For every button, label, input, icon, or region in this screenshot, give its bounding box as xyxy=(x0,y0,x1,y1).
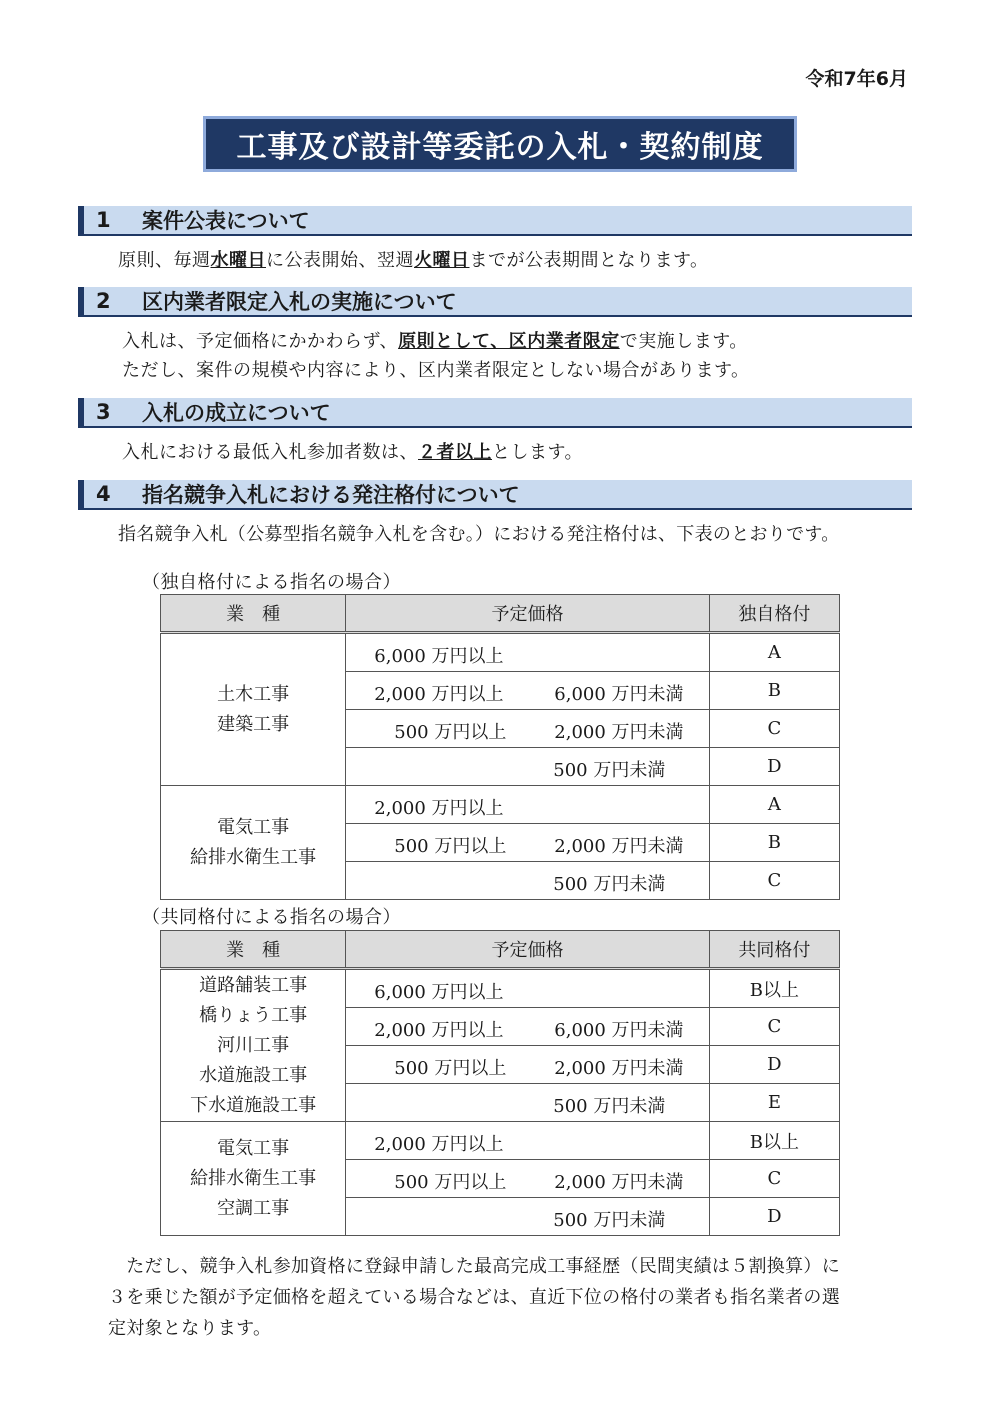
price-cell xyxy=(346,969,710,1008)
text-span: 入札における最低入札参加者数は、 xyxy=(122,442,418,463)
header-category: 業 種 xyxy=(161,931,346,969)
grade-cell: B xyxy=(709,672,839,710)
grade-cell: B以上 xyxy=(709,1122,839,1160)
section-title: 指名競争入札における発注格付について xyxy=(142,483,520,507)
price-cell xyxy=(346,1008,710,1046)
category-name: 下水道施設工事 xyxy=(190,1094,317,1116)
table-1-caption: （独自格付による指名の場合） xyxy=(142,572,401,593)
grade-cell: E xyxy=(709,1084,839,1122)
price-cell xyxy=(346,1160,710,1198)
section-number: 1 xyxy=(96,208,111,232)
header-price: 予定価格 xyxy=(346,595,710,633)
section-4-heading xyxy=(78,480,912,510)
price-cell xyxy=(346,1084,710,1122)
price-to: 2,000 万円未満 xyxy=(554,836,684,857)
section-title: 入札の成立について xyxy=(142,401,331,425)
price-from: 500 万円以上 xyxy=(394,1058,507,1079)
category-name: 橋りょう工事 xyxy=(199,1004,308,1026)
section-2-text-line1 xyxy=(122,327,748,353)
text-span: とします。 xyxy=(492,442,584,463)
price-from: 2,000 万円以上 xyxy=(374,1020,504,1041)
section-title: 区内業者限定入札の実施について xyxy=(142,290,457,314)
price-cell xyxy=(346,748,710,786)
price-to: 6,000 万円未満 xyxy=(554,684,684,705)
price-from: 6,000 万円以上 xyxy=(374,646,504,667)
price-from: 500 万円以上 xyxy=(394,836,507,857)
grading-table-independent xyxy=(160,594,840,900)
price-to: 500 万円未満 xyxy=(553,1210,666,1231)
header-grade: 独自格付 xyxy=(709,595,839,633)
price-from: 2,000 万円以上 xyxy=(374,798,504,819)
price-cell xyxy=(346,786,710,824)
grade-cell: A xyxy=(709,786,839,824)
header-price: 予定価格 xyxy=(346,931,710,969)
section-title: 案件公表について xyxy=(142,209,310,233)
price-cell xyxy=(346,672,710,710)
price-to: 500 万円未満 xyxy=(553,1096,666,1117)
price-from: 500 万円以上 xyxy=(394,1172,507,1193)
category-name: 建築工事 xyxy=(217,713,290,735)
grade-cell: C xyxy=(709,1008,839,1046)
category-cell xyxy=(161,969,346,1122)
grade-cell: B以上 xyxy=(709,969,839,1008)
header-category: 業 種 xyxy=(161,595,346,633)
price-cell xyxy=(346,1122,710,1160)
section-4-intro: 指名競争入札（公募型指名競争入札を含む。）における発注格付は、下表のとおりです。 xyxy=(118,524,840,545)
category-name: 河川工事 xyxy=(217,1034,290,1056)
category-cell xyxy=(161,1122,346,1236)
document-date: 令和7年6月 xyxy=(805,68,908,90)
section-1-text xyxy=(118,246,709,272)
header-grade: 共同格付 xyxy=(709,931,839,969)
section-3-heading xyxy=(78,398,912,428)
category-name: 電気工事 xyxy=(217,816,290,838)
category-name: 土木工事 xyxy=(217,683,290,705)
title-banner xyxy=(203,116,797,172)
section-2-text-line2: ただし、案件の規模や内容により、区内業者限定としない場合があります。 xyxy=(122,360,750,381)
footnote-line: ただし、競争入札参加資格に登録申請した最高完成工事経歴（民間実績は５割換算）に xyxy=(108,1256,840,1277)
grade-cell: C xyxy=(709,862,839,900)
category-name: 電気工事 xyxy=(217,1137,290,1159)
price-cell xyxy=(346,710,710,748)
price-to: 2,000 万円未満 xyxy=(554,722,684,743)
section-1-heading xyxy=(78,206,912,236)
emphasis-text: 火曜日 xyxy=(414,250,470,271)
footnote-line: ３を乗じた額が予定価格を超えている場合などは、直近下位の格付の業者も指名業者の選 xyxy=(108,1287,840,1308)
grade-cell: D xyxy=(709,1198,839,1236)
category-name: 道路舗装工事 xyxy=(199,974,308,996)
price-to: 500 万円未満 xyxy=(553,874,666,895)
grade-cell: C xyxy=(709,710,839,748)
category-name: 給排水衛生工事 xyxy=(190,1167,317,1189)
section-3-text xyxy=(122,438,583,464)
category-name: 給排水衛生工事 xyxy=(190,846,317,868)
category-cell xyxy=(161,633,346,786)
footnote-line: 定対象となります。 xyxy=(108,1318,272,1339)
section-number: 3 xyxy=(96,400,111,424)
price-from: 2,000 万円以上 xyxy=(374,1134,504,1155)
grade-cell: C xyxy=(709,1160,839,1198)
category-cell xyxy=(161,786,346,900)
document-title: 工事及び設計等委託の入札・契約制度 xyxy=(236,130,764,165)
category-name: 水道施設工事 xyxy=(199,1064,308,1086)
table-2-caption: （共同格付による指名の場合） xyxy=(142,907,401,928)
emphasis-text: 原則として、区内業者限定 xyxy=(398,331,620,352)
text-span: で実施します。 xyxy=(619,331,748,352)
grade-cell: D xyxy=(709,1046,839,1084)
text-span: に公表開始、翌週 xyxy=(266,250,414,271)
grading-table-joint xyxy=(160,930,840,1236)
section-number: 4 xyxy=(96,482,111,506)
category-name: 空調工事 xyxy=(217,1197,290,1219)
price-cell xyxy=(346,1198,710,1236)
price-cell xyxy=(346,1046,710,1084)
emphasis-text: ２者以上 xyxy=(418,442,492,463)
grade-cell: A xyxy=(709,633,839,672)
price-to: 2,000 万円未満 xyxy=(554,1172,684,1193)
section-2-heading xyxy=(78,287,912,317)
price-cell xyxy=(346,633,710,672)
price-from: 2,000 万円以上 xyxy=(374,684,504,705)
grade-cell: D xyxy=(709,748,839,786)
price-to: 6,000 万円未満 xyxy=(554,1020,684,1041)
emphasis-text: 水曜日 xyxy=(210,250,266,271)
price-to: 500 万円未満 xyxy=(553,760,666,781)
text-span: 原則、毎週 xyxy=(118,250,211,271)
price-from: 500 万円以上 xyxy=(394,722,507,743)
price-cell xyxy=(346,862,710,900)
price-from: 6,000 万円以上 xyxy=(374,982,504,1003)
price-to: 2,000 万円未満 xyxy=(554,1058,684,1079)
text-span: までが公表期間となります。 xyxy=(469,250,709,271)
price-cell xyxy=(346,824,710,862)
text-span: 入札は、予定価格にかかわらず、 xyxy=(122,331,399,352)
grade-cell: B xyxy=(709,824,839,862)
footnote xyxy=(108,1251,918,1344)
section-number: 2 xyxy=(96,289,111,313)
